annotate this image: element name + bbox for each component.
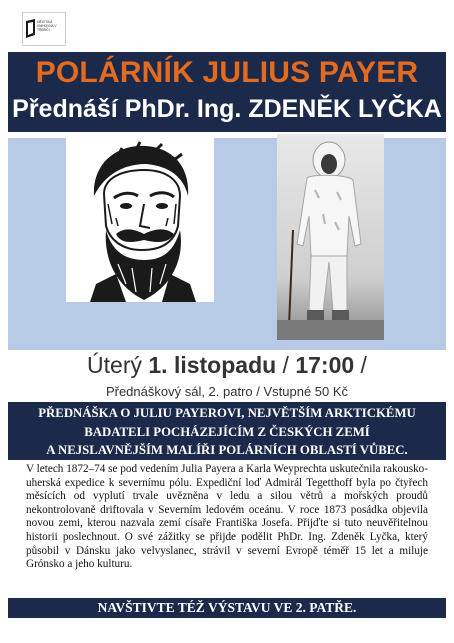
page-title: POLÁRNÍK JULIUS PAYER	[35, 56, 419, 89]
subtitle-band	[8, 402, 446, 460]
lecturer-line: Přednáší PhDr. Ing. ZDENĚK LYČKA	[12, 95, 442, 123]
separator: /	[354, 352, 367, 378]
library-logo	[22, 12, 66, 46]
description-text: V letech 1872–74 se pod vedením Julia Payera a Karla Weyprechta uskutečnila rakousko-uherská expedice k severnímu pólu. Expediční loď Admirál Tegetthoff byla po čtyřech měsících od vyplutí trvale uvězněna v ledu a silou větrů a mořských proudů nekontrolovaně driftovala v Severním ledovém oceánu. V roce 1873 posádka objevila novou zemi, kterou nazvala zemí císaře Františka Josefa. Přijďte si tuto neuvěřitelnou historii poslechnout. O své zážitky se přijde podělit PhDr. Ing. Zdeněk Lyčka, který působil v Dánsku jako velvyslanec, strávil v severní Evropě téměř 15 let a miluje Grónsko a jeho kulturu.	[26, 463, 428, 571]
event-time: 17:00	[295, 352, 355, 378]
portrait-image	[66, 134, 214, 302]
logo-text: MĚSTSKÁ KNIHOVNA V TŘEBÍČI	[37, 20, 57, 32]
subtitle-line-2: BADATELI POCHÁZEJÍCÍM Z ČESKÝCH ZEMÍ	[84, 424, 370, 439]
footer-band: NAVŠTIVTE TÉŽ VÝSTAVU VE 2. PATŘE.	[8, 598, 446, 618]
polar-explorer-photo-icon	[277, 134, 384, 340]
book-logo-icon	[25, 19, 37, 39]
portrait-sketch-icon	[66, 134, 214, 302]
subtitle-line-3: A NEJSLAVNĚJŠÍM MALÍŘI POLÁRNÍCH OBLASTÍ VŮBEC.	[46, 443, 408, 457]
event-date: 1. listopadu	[148, 352, 277, 378]
explorer-photo	[277, 134, 384, 340]
venue-info: Přednáškový sál, 2. patro / Vstupné 50 Kč	[105, 384, 349, 399]
event-day: Úterý	[87, 352, 142, 378]
subtitle-line-1: PŘEDNÁŠKA O JULIU PAYEROVI, NEJVĚTŠÍM ARKTICKÉMU	[38, 406, 416, 420]
event-date-time	[0, 352, 454, 379]
separator: /	[276, 352, 296, 378]
title-band	[8, 52, 446, 132]
